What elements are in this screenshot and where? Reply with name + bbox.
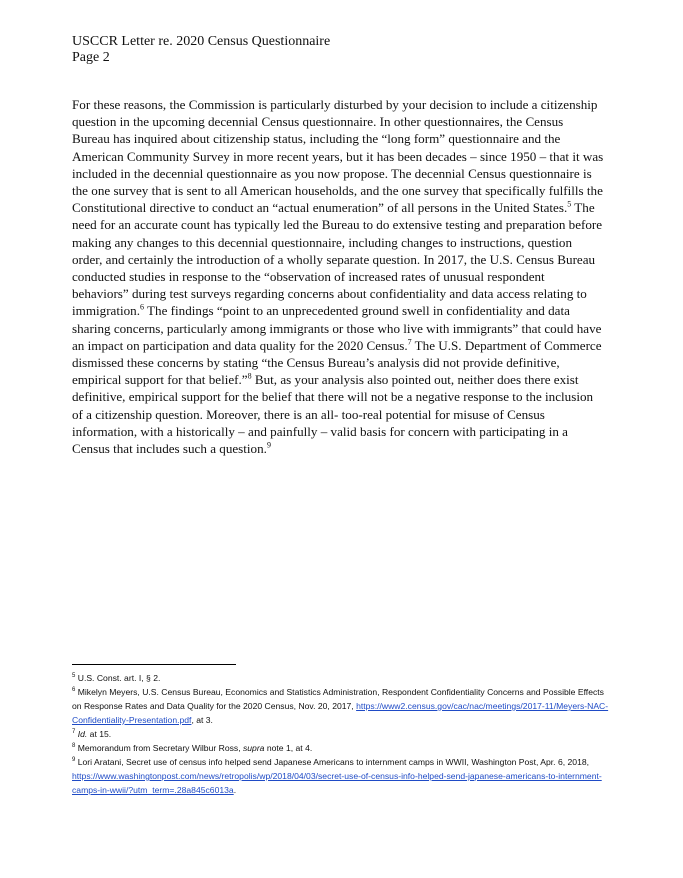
footnote-text: Memorandum from Secretary Wilbur Ross, [75,743,243,753]
body-text-segment: The need for an accurate count has typically led the Bureau to do extensive testing and preparation before making any changes to this decennial questionnaire, including changes to instructions, question order, and certainly the introduction of a wholly separate question. In 2017, the U.S. Census Bureau conducted studies in response to the “observation of increased rates of unusual respondent behaviors” during test surveys regarding concerns about confidentiality and data access relating to immigration. [72,200,603,319]
footnote-number: 8 [72,743,76,750]
footnote-8 [72,741,612,755]
footnote-text: , at 3. [191,715,213,725]
body-text-segment: The U.S. Department of Commerce dismissed these concerns by stating “the Census Bureau’s analysis did not provide definitive, empirical support for that belief.” [72,337,602,388]
footnote-number: 6 [72,687,76,694]
header-title: USCCR Letter re. 2020 Census Questionnaire [72,34,331,49]
footnote-text: note 1, at 4. [264,743,313,753]
body-text-segment: The findings “point to an unprecedented ground swell in confidentiality and data sharing concerns, particularly among immigrants or those who live with immigrants” that could have an impact on participation and data quality for the 2020 Census. [72,303,602,353]
body-text-segment: But, as your analysis also pointed out, neither does there exist definitive, empirical support for the belief that there will not be a negative response to the inclusion of a citizenship question. Moreover, there is an all- too-real potential for misuse of Census information, with a historically – and painfully – valid basis for concern with participating in a Census that includes such a question. [72,372,594,457]
footnote-number: 9 [72,757,76,764]
footnote-text: Lori Aratani, Secret use of census info helped send Japanese Americans to internment camps in WWII, Washington Post, Apr. 6, 2018, [75,757,590,767]
footnote-number: 5 [72,673,76,680]
footnote-9 [72,755,612,797]
footnote-text: U.S. Const. art. I, § 2. [75,673,161,683]
body-paragraph [72,96,604,457]
footnote-italic: Id. [77,729,88,739]
footnote-ref-5[interactable]: 5 [567,199,572,209]
footnote-number: 7 [72,729,76,736]
body-text-segment: For these reasons, the Commission is particularly disturbed by your decision to include a citizenship question in the upcoming decennial Census questionnaire. In other questionnaires, the Census Bureau has inquired about citizenship status, including the “long form” questionnaire and the American Community Survey in more recent years, but it has been decades – since 1950 – that it was included in the decennial questionnaire as you now propose. The decennial Census questionnaire is the one survey that is sent to all American households, and the one survey that specifically fulfills the Constitutional directive to conduct an “actual enumeration” of all persons in the United States. [72,97,604,216]
footnote-7 [72,727,612,741]
footnote-ref-6[interactable]: 6 [140,303,145,313]
footnote-6-link[interactable]: https://www2.census.gov/cac/nac/meetings/2017-11/Meyers-NAC-Confidentiality-Presentation.pdf [72,701,609,725]
footnote-italic: supra [242,743,265,753]
paragraph [72,96,604,457]
footnote-5 [72,671,612,685]
footnote-ref-9[interactable]: 9 [266,440,271,450]
page-header [72,34,330,66]
footnote-9-link[interactable]: https://www.washingtonpost.com/news/retropolis/wp/2018/04/03/secret-use-of-census-info-helped-send-japanese-americans-to-internment-camps-in-wwii/?utm_term=.28a845c6013a [72,771,602,795]
footnotes [72,671,612,797]
footnote-6 [72,685,612,727]
page-number: Page 2 [72,50,110,65]
footnote-ref-7[interactable]: 7 [407,337,412,347]
footnote-text: Mikelyn Meyers, U.S. Census Bureau, Economics and Statistics Administration, Respondent Confidentiality Concerns and Possible Effects on Response Rates and Data Quality for the 2020 Census, Nov. 20, 2017, [72,687,604,711]
footnote-ref-8[interactable]: 8 [247,371,252,381]
footnote-text: . [233,785,237,795]
footnote-text: at 15. [87,729,112,739]
footnote-separator [72,664,236,665]
